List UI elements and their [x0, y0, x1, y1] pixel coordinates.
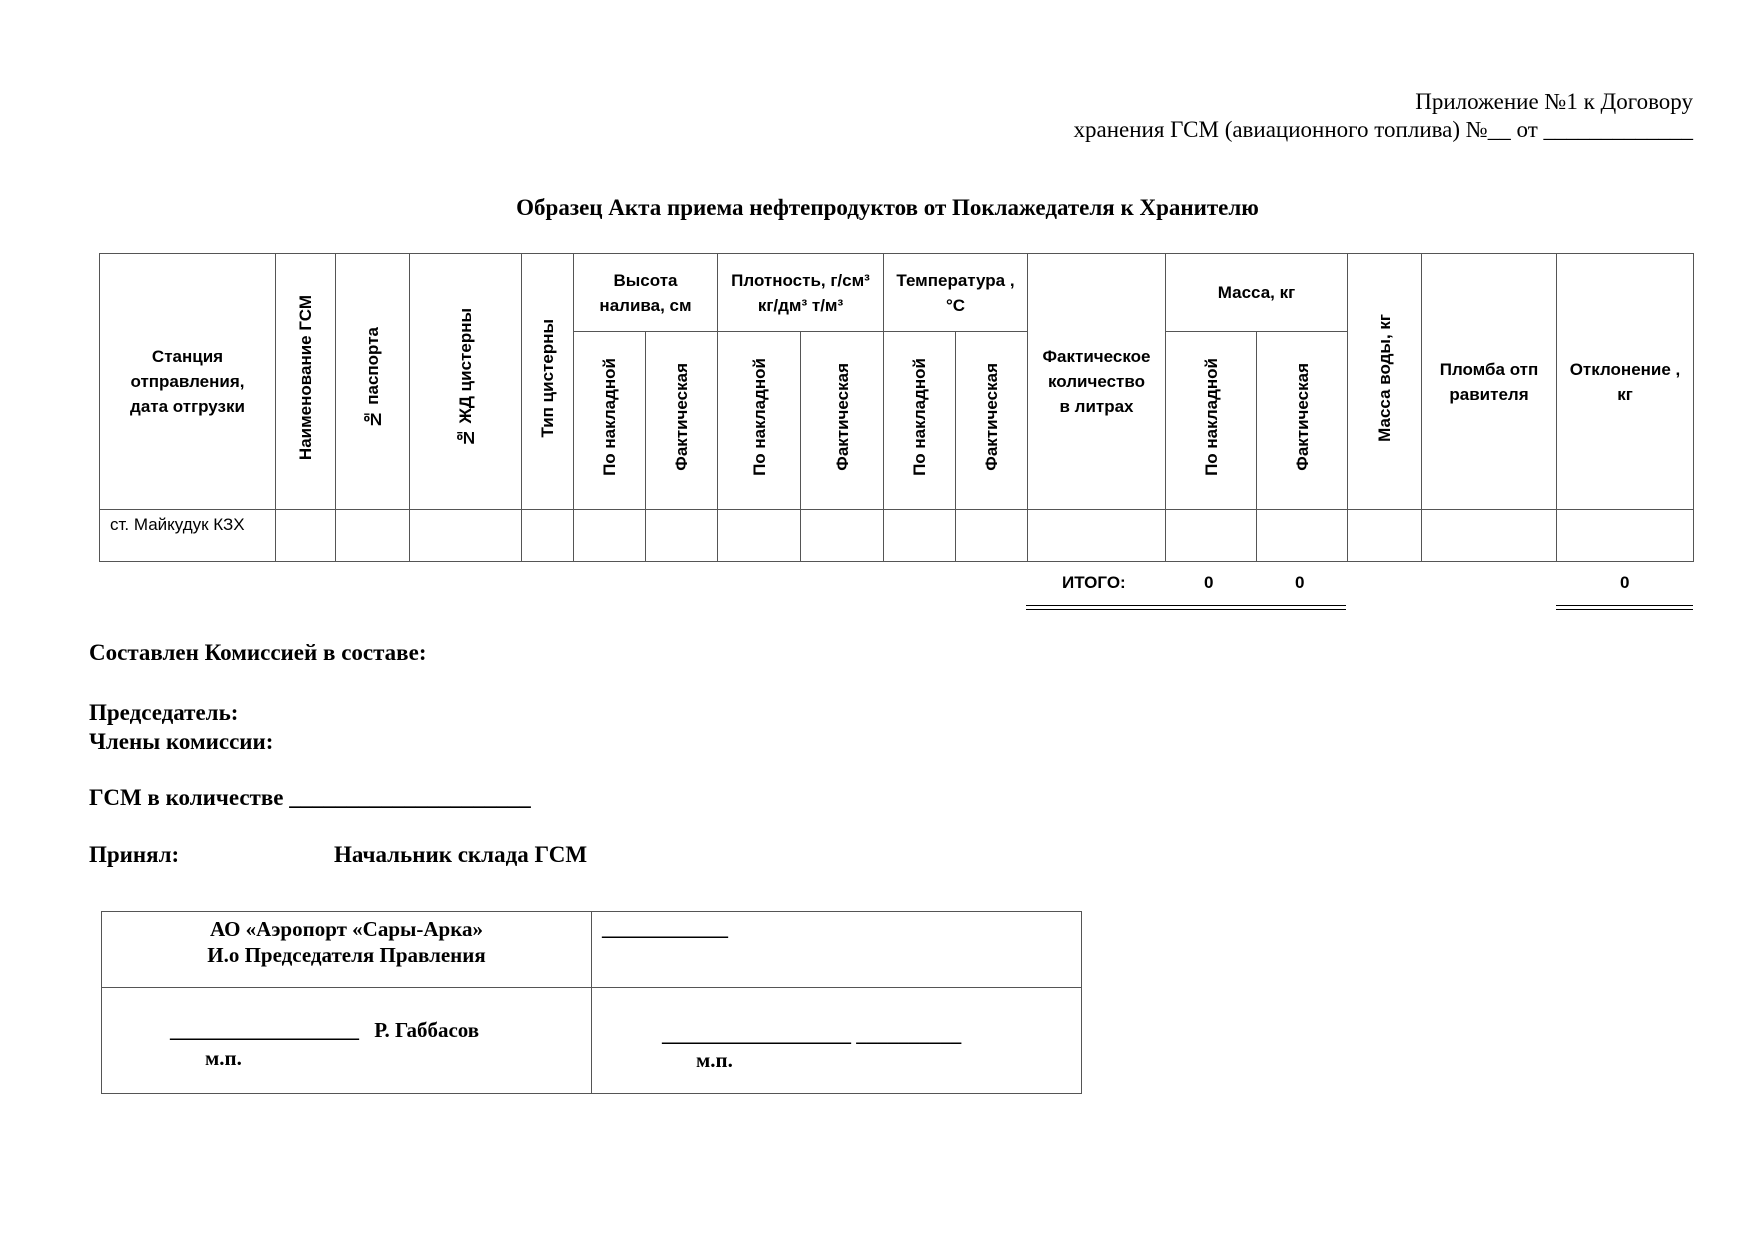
- header-fuel-name: Наименование ГСМ: [276, 254, 336, 510]
- header-temperature-invoice: По накладной: [884, 332, 956, 510]
- header-density: Плотность, г/см³ кг/дм³ т/м³: [718, 254, 884, 332]
- right-blank-line: ____________: [602, 916, 728, 940]
- signature-row-2: [102, 988, 1082, 1094]
- header-actual-liters: Фактическое количество в литрах: [1028, 254, 1166, 510]
- right-stamp-place: м.п.: [696, 1048, 733, 1072]
- header-tank-type: Тип цистерны: [522, 254, 574, 510]
- cell-seal[interactable]: [1422, 510, 1557, 562]
- header-mass-actual: Фактическая: [1257, 332, 1348, 510]
- right-sign-line[interactable]: __________________ __________: [662, 1022, 962, 1046]
- cell-temperature-actual[interactable]: [956, 510, 1028, 562]
- header-temperature-actual: Фактическая: [956, 332, 1028, 510]
- header-height-invoice: По накладной: [574, 332, 646, 510]
- left-sign-line[interactable]: __________________: [170, 1018, 359, 1042]
- cell-tank-type[interactable]: [522, 510, 574, 562]
- cell-actual-liters[interactable]: [1028, 510, 1166, 562]
- signature-left-header: [102, 912, 592, 988]
- cell-density-actual[interactable]: [801, 510, 884, 562]
- appendix-line-2: хранения ГСМ (авиационного топлива) №__ от _____________: [1073, 117, 1693, 142]
- signature-right-header: [592, 912, 1082, 988]
- left-sign-area: [170, 1018, 479, 1043]
- table-row: [100, 510, 1694, 562]
- fuel-quantity: ГСМ в количестве _____________________: [89, 785, 531, 810]
- header-passport: № паспорта: [336, 254, 410, 510]
- signature-row-1: [102, 912, 1082, 988]
- header-fill-height: Высота налива, см: [574, 254, 718, 332]
- accepted-label: Принял:: [89, 842, 180, 867]
- commission-composed: Составлен Комиссией в составе:: [89, 640, 427, 665]
- header-row-1: [100, 254, 1694, 332]
- header-density-invoice: По накладной: [718, 332, 801, 510]
- document-title: Образец Акта приема нефтепродуктов от Поклажедателя к Хранителю: [516, 195, 1259, 220]
- cell-height-actual[interactable]: [646, 510, 718, 562]
- cell-mass-invoice[interactable]: [1166, 510, 1257, 562]
- cell-mass-actual[interactable]: [1257, 510, 1348, 562]
- commission-members: Члены комиссии:: [89, 729, 274, 754]
- header-temperature: Температура , °С: [884, 254, 1028, 332]
- left-org: АО «Аэропорт «Сары-Арка»: [209, 917, 484, 941]
- header-deviation: Отклонение , кг: [1557, 254, 1694, 510]
- cell-deviation[interactable]: [1557, 510, 1694, 562]
- cell-density-invoice[interactable]: [718, 510, 801, 562]
- signature-right-sign: [592, 988, 1082, 1094]
- header-tank-number: № ЖД цистерны: [410, 254, 522, 510]
- deviation-double-underline: [1556, 605, 1693, 610]
- cell-passport[interactable]: [336, 510, 410, 562]
- cell-temperature-invoice[interactable]: [884, 510, 956, 562]
- acceptance-table: [99, 253, 1694, 562]
- cell-height-invoice[interactable]: [574, 510, 646, 562]
- signature-left-sign: [102, 988, 592, 1094]
- header-mass-invoice: По накладной: [1166, 332, 1257, 510]
- totals-double-underline: [1026, 605, 1346, 610]
- left-stamp-place: м.п.: [205, 1046, 242, 1070]
- accepted-position: Начальник склада ГСМ: [334, 842, 588, 867]
- header-seal: Пломба отправителя: [1422, 254, 1557, 510]
- commission-chairman: Председатель:: [89, 700, 239, 725]
- totals-mass-actual: 0: [1295, 573, 1305, 592]
- header-height-actual: Фактическая: [646, 332, 718, 510]
- cell-water-mass[interactable]: [1348, 510, 1422, 562]
- totals-label: ИТОГО:: [1062, 573, 1126, 592]
- header-water-mass: Масса воды, кг: [1348, 254, 1422, 510]
- cell-fuel-name[interactable]: [276, 510, 336, 562]
- cell-tank-number[interactable]: [410, 510, 522, 562]
- header-density-actual: Фактическая: [801, 332, 884, 510]
- appendix-line-1: Приложение №1 к Договору: [1415, 89, 1693, 114]
- signature-table: [101, 911, 1082, 1094]
- left-signatory-name: Р. Габбасов: [374, 1018, 480, 1042]
- totals-mass-invoice: 0: [1204, 573, 1214, 592]
- left-position: И.о Председателя Правления: [207, 943, 486, 967]
- header-station: Станция отправления, дата отгрузки: [100, 254, 276, 510]
- totals-deviation: 0: [1620, 573, 1630, 592]
- appendix-block: [1073, 88, 1693, 144]
- header-mass: Масса, кг: [1166, 254, 1348, 332]
- cell-station: ст. Майкудук КЗХ: [100, 510, 276, 562]
